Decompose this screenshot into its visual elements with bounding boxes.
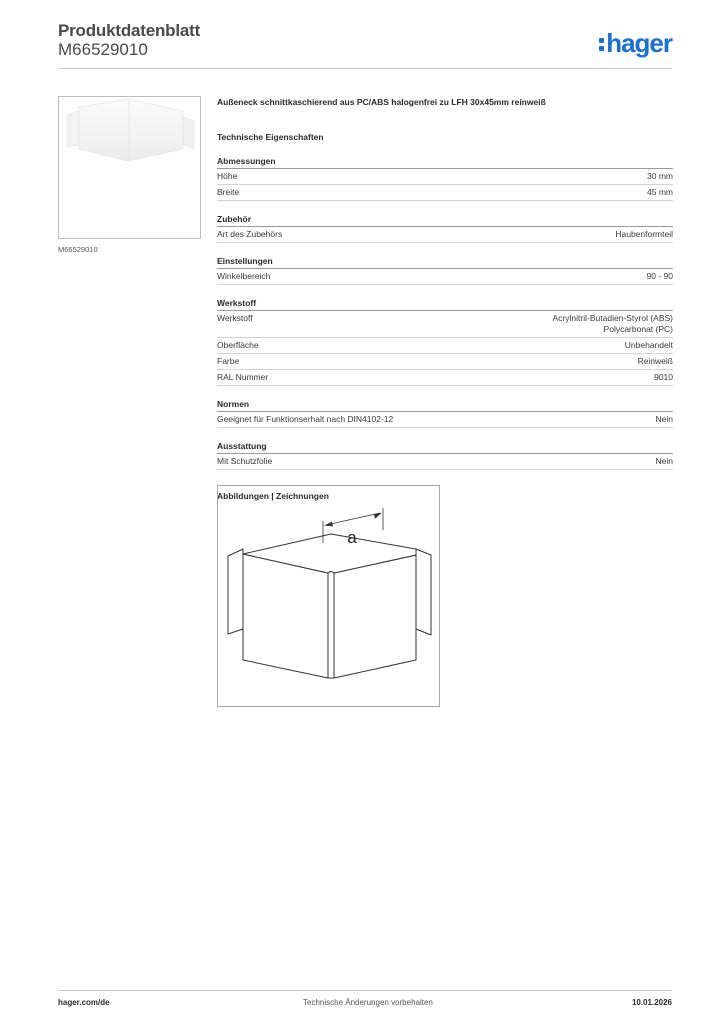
product-photo-icon bbox=[59, 97, 200, 238]
property-value-line: Haubenformteil bbox=[615, 229, 673, 239]
logo-dots-icon bbox=[599, 35, 605, 53]
property-label: Winkelbereich bbox=[217, 271, 271, 281]
section-heading: Einstellungen bbox=[217, 256, 673, 269]
property-row bbox=[217, 185, 673, 201]
property-label: RAL Nummer bbox=[217, 372, 269, 382]
property-row bbox=[217, 269, 673, 285]
product-title: Außeneck schnittkaschierend aus PC/ABS halogenfrei zu LFH 30x45mm reinweiß bbox=[217, 97, 546, 107]
property-row bbox=[217, 338, 673, 354]
property-label: Höhe bbox=[217, 171, 238, 181]
property-value-line: Nein bbox=[655, 414, 673, 424]
property-value bbox=[625, 340, 673, 351]
property-row bbox=[217, 370, 673, 386]
property-value bbox=[647, 187, 673, 198]
hager-logo bbox=[599, 28, 672, 59]
property-label: Geeignet für Funktionserhalt nach DIN4102-12 bbox=[217, 414, 394, 424]
property-label: Oberfläche bbox=[217, 340, 259, 350]
section-zubeh-r bbox=[217, 214, 673, 243]
property-value bbox=[553, 313, 673, 335]
page-title: Produktdatenblatt bbox=[58, 21, 201, 40]
property-value-line: 30 mm bbox=[647, 171, 673, 181]
property-value bbox=[656, 414, 673, 425]
property-label: Breite bbox=[217, 187, 240, 197]
section-heading: Zubehör bbox=[217, 214, 673, 227]
property-value-line: 45 mm bbox=[647, 187, 673, 197]
property-row bbox=[217, 354, 673, 370]
property-value-line: Reinweiß bbox=[637, 356, 673, 366]
section-werkstoff bbox=[217, 298, 673, 386]
section-heading: Normen bbox=[217, 399, 673, 412]
property-value-line: Nein bbox=[655, 456, 673, 466]
technical-properties-heading: Technische Eigenschaften bbox=[217, 132, 324, 142]
property-value-line: Unbehandelt bbox=[624, 340, 673, 350]
property-sections bbox=[217, 156, 673, 470]
section-heading: Abmessungen bbox=[217, 156, 673, 169]
footer-divider bbox=[58, 990, 672, 991]
property-label: Art des Zubehörs bbox=[217, 229, 283, 239]
corner-drawing-icon bbox=[218, 486, 439, 706]
drawings-heading: Abbildungen | Zeichnungen bbox=[217, 491, 329, 501]
property-row bbox=[217, 311, 673, 338]
footer-website[interactable]: hager.com/de bbox=[58, 998, 110, 1007]
property-label: Farbe bbox=[217, 356, 240, 366]
property-label: Mit Schutzfolie bbox=[217, 456, 273, 466]
header-divider bbox=[58, 68, 672, 69]
footer-date: 10.01.2026 bbox=[631, 998, 672, 1007]
section-einstellungen bbox=[217, 256, 673, 285]
section-ausstattung bbox=[217, 441, 673, 470]
property-value-line: 9010 bbox=[654, 372, 673, 382]
section-abmessungen bbox=[217, 156, 673, 201]
footer-disclaimer: Technische Änderungen vorbehalten bbox=[303, 998, 433, 1007]
property-label: Werkstoff bbox=[217, 313, 253, 323]
property-value-line: 90 - 90 bbox=[646, 271, 673, 281]
product-code: M66529010 bbox=[58, 40, 148, 59]
property-row bbox=[217, 169, 673, 185]
logo-text: hager bbox=[606, 28, 672, 58]
property-row bbox=[217, 412, 673, 428]
technical-drawing bbox=[217, 485, 440, 707]
section-heading: Werkstoff bbox=[217, 298, 673, 311]
property-row bbox=[217, 454, 673, 470]
section-heading: Ausstattung bbox=[217, 441, 673, 454]
product-details bbox=[217, 97, 673, 501]
property-value bbox=[656, 456, 673, 467]
dimension-label: a bbox=[347, 528, 357, 547]
property-value bbox=[647, 271, 673, 282]
property-value bbox=[615, 229, 673, 240]
product-thumbnail bbox=[58, 96, 201, 239]
section-normen bbox=[217, 399, 673, 428]
property-value-line: Acrylnitril-Butadien-Styrol (ABS) bbox=[552, 313, 673, 323]
property-value bbox=[638, 356, 673, 367]
property-value bbox=[647, 171, 673, 182]
property-row bbox=[217, 227, 673, 243]
thumbnail-caption: M66529010 bbox=[58, 245, 98, 254]
property-value-line: Polycarbonat (PC) bbox=[603, 324, 673, 334]
property-value bbox=[654, 372, 673, 383]
